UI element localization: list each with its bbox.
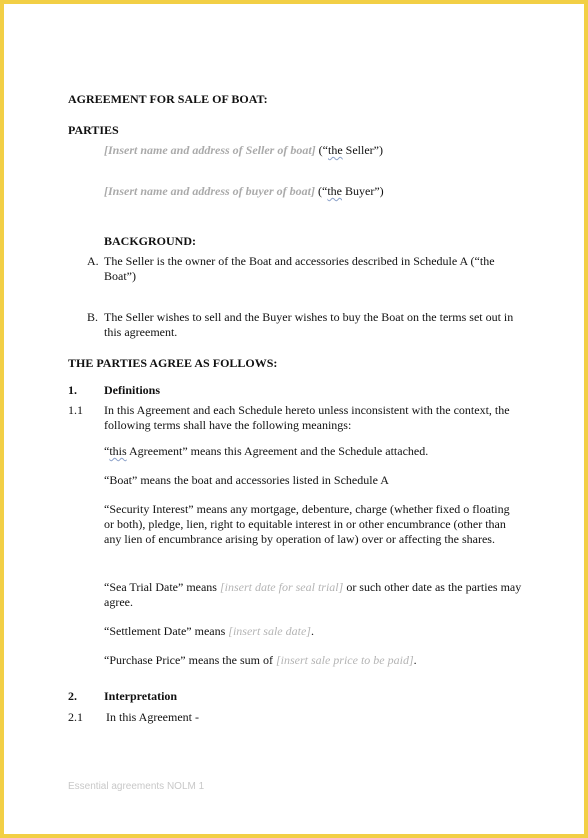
background-heading: BACKGROUND: [104,234,196,248]
definition-boat: “Boat” means the boat and accessories listed in Schedule A [104,473,389,487]
seller-placeholder[interactable]: [Insert name and address of Seller of boat] [104,143,316,157]
definition-security-interest: “Security Interest” means any mortgage, debenture, charge (whether fixed o floating or both), pledge, lien, right to equitable interest in or other encumbrance (other than any lien of encumbrance arising by operation of law) over or affecting the shares. [104,502,510,546]
sea-trial-placeholder[interactable]: [insert date for seal trial] [219,580,344,594]
buyer-party-line [104,184,384,199]
seller-role: Seller”) [342,143,383,157]
agree-heading: THE PARTIES AGREE AS FOLLOWS: [68,356,278,370]
background-item-b: The Seller wishes to sell and the Buyer wishes to buy the Boat on the terms set out in this agreement. [104,310,514,339]
section-2-heading: Interpretation [104,689,178,703]
def-price-post: . [413,653,417,667]
buyer-the: the [327,184,343,198]
section-1-heading: Definitions [104,383,161,397]
def-sea-trial-post: or such other date as the parties may agree. [104,580,522,609]
def-sea-trial-pre: “Sea Trial Date” means [104,580,220,594]
page-footer: Essential agreements NOLM 1 [68,781,205,792]
clause-1-1-number: 1.1 [68,403,83,417]
def-settlement-post: . [310,624,314,638]
def-agreement-rest: Agreement” means this Agreement and the Schedule attached. [126,444,429,458]
settlement-placeholder[interactable]: [insert sale date] [228,624,311,638]
section-1-number: 1. [68,383,77,397]
definition-sea-trial-date [104,580,524,610]
document-title: AGREEMENT FOR SALE OF BOAT: [68,92,268,106]
document-body [4,4,584,834]
seller-the: the [328,143,343,157]
def-agreement-this: this [109,444,127,458]
background-item-a: The Seller is the owner of the Boat and accessories described in Schedule A (“the Boat”) [104,254,495,283]
parties-heading: PARTIES [68,123,119,137]
background-marker-b: B. [87,310,99,324]
def-agreement-open: “ [104,444,110,458]
seller-open: (“ [315,143,328,157]
buyer-open: (“ [315,184,328,198]
definition-settlement-date [104,624,314,639]
buyer-placeholder[interactable]: [Insert name and address of buyer of boat] [104,184,316,198]
def-price-pre: “Purchase Price” means the sum of [104,653,276,667]
clause-1-1-text: In this Agreement and each Schedule hereto unless inconsistent with the context, the following terms shall have the following meanings: [104,403,510,432]
clause-2-1-number: 2.1 [68,710,83,724]
clause-2-1-text: In this Agreement - [106,710,199,724]
definition-purchase-price [104,653,417,668]
def-settlement-pre: “Settlement Date” means [104,624,229,638]
background-marker-a: A. [87,254,99,268]
seller-party-line [104,143,383,158]
price-placeholder[interactable]: [insert sale price to be paid] [275,653,414,667]
section-2-number: 2. [68,689,77,703]
buyer-role: Buyer”) [342,184,384,198]
definition-agreement [104,444,428,459]
